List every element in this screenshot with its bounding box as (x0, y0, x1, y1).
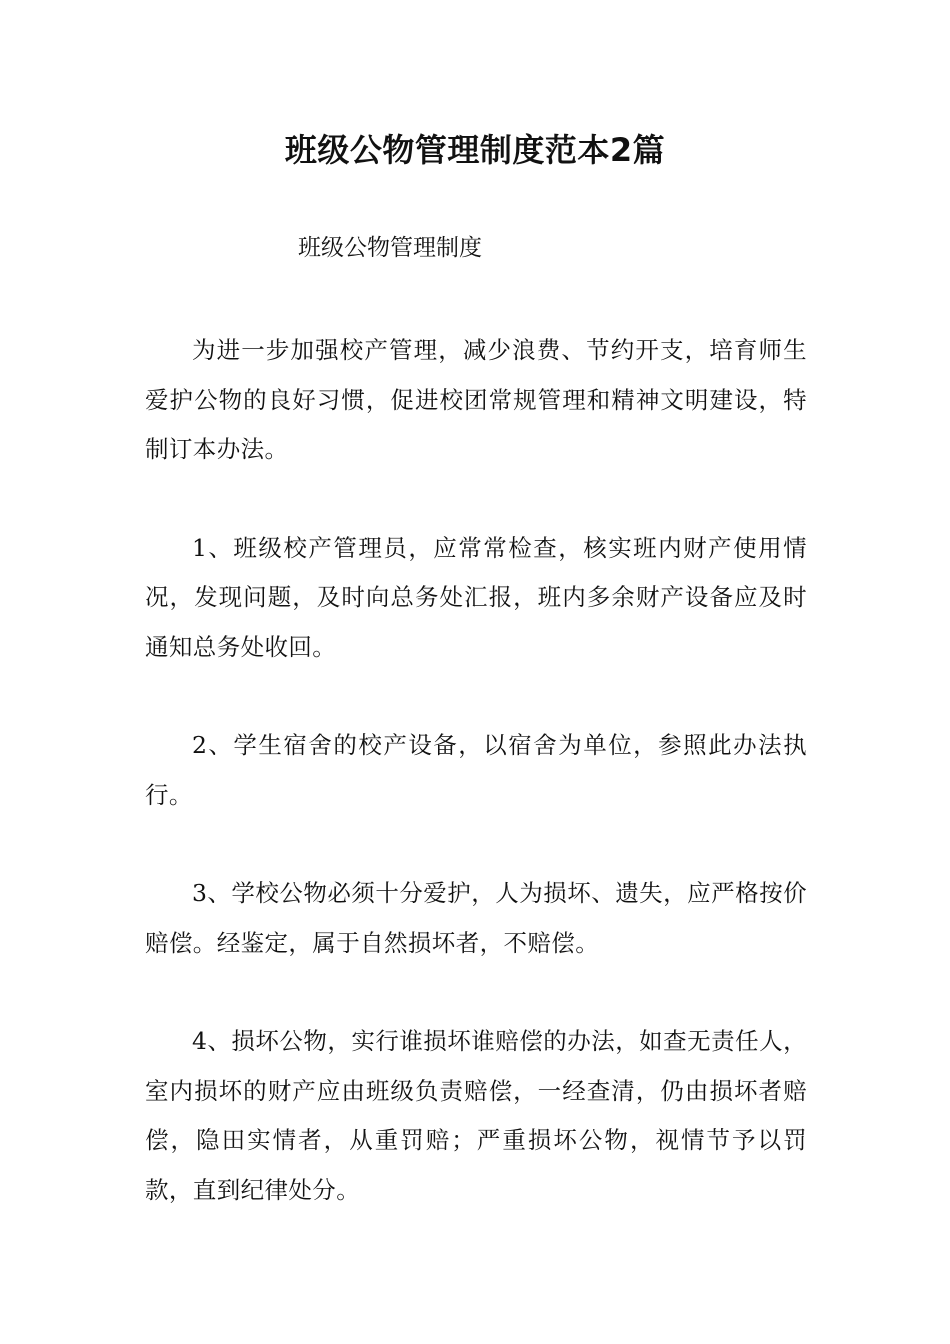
document-subtitle: 班级公物管理制度 (298, 235, 482, 261)
document-title: 班级公物管理制度范本2篇 (284, 131, 666, 169)
paragraph-item-4: 4、损坏公物，实行谁损坏谁赔偿的办法，如查无责任人，室内损坏的财产应由班级负责赔偿，一经查清，仍由损坏者赔偿，隐田实情者，从重罚赔；严重损坏公物，视情节予以罚款，直到纪律处分。 (145, 1027, 807, 1204)
paragraph-intro: 为进一步加强校产管理，减少浪费、节约开支，培育师生爱护公物的良好习惯，促进校团常规管理和精神文明建设，特制订本办法。 (145, 336, 807, 463)
paragraph-item-3: 3、学校公物必须十分爱护，人为损坏、遗失，应严格按价赔偿。经鉴定，属于自然损坏者，不赔偿。 (145, 879, 807, 957)
paragraph-item-1: 1、班级校产管理员，应常常检查，核实班内财产使用情况，发现问题，及时向总务处汇报，班内多余财产设备应及时通知总务处收回。 (145, 533, 807, 661)
paragraph-item-2: 2、学生宿舍的校产设备，以宿舍为单位，参照此办法执行。 (145, 731, 807, 809)
document-body (145, 326, 807, 1264)
